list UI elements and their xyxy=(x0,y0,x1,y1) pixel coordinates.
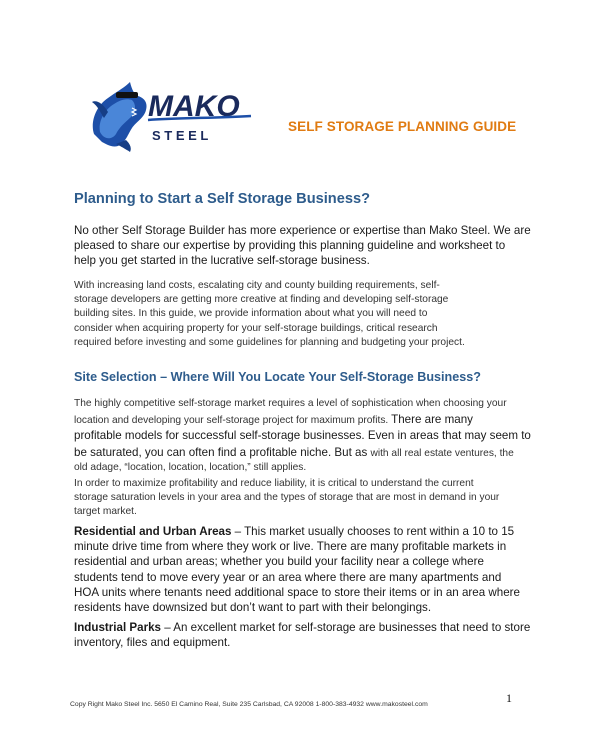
mako-steel-logo xyxy=(86,72,256,152)
guide-title: SELF STORAGE PLANNING GUIDE xyxy=(288,119,517,134)
text-line xyxy=(74,620,536,635)
shark-icon xyxy=(86,72,256,152)
text-line: students tend to move every year or an area where there are many apartments and xyxy=(74,570,502,584)
text-line: No other Self Storage Builder has more experience or expertise than Mako Steel. We are xyxy=(74,224,531,237)
text-span: – An excellent market for self-storage are businesses that need to store xyxy=(161,621,531,634)
page-footer: Copy Right Mako Steel Inc. 5650 El Camino Real, Suite 235 Carlsbad, CA 92008 1-800-383-4932 www.makosteel.com xyxy=(70,701,428,708)
text-line: target market. xyxy=(74,506,137,518)
text-span: location and developing your self-storage project for maximum profits. xyxy=(74,415,392,427)
text-line: storage saturation levels in your area and the types of storage that are most in demand in your xyxy=(74,492,500,504)
intro-paragraph-2 xyxy=(74,279,536,350)
residential-title: Residential and Urban Areas xyxy=(74,525,232,538)
text-line: storage developers are getting more creative at finding and developing self-storage xyxy=(74,294,449,306)
industrial-paragraph xyxy=(74,620,536,650)
logo-wordmark: MAKO xyxy=(148,90,240,123)
text-line xyxy=(74,411,536,428)
text-line: required before investing and some guidelines for planning and budgeting your project. xyxy=(74,336,465,348)
text-line: pleased to share our expertise by providing this planning guideline and worksheet to xyxy=(74,239,506,253)
residential-paragraph xyxy=(74,524,536,615)
text-line: help you get started in the lucrative self-storage business. xyxy=(74,254,370,268)
text-line: The highly competitive self-storage market requires a level of sophistication when choosing your xyxy=(74,398,507,409)
text-line: residents have downsized but don’t want to part with their belongings. xyxy=(74,601,432,615)
text-line: inventory, files and equipment. xyxy=(74,636,231,650)
industrial-title: Industrial Parks xyxy=(74,621,161,634)
text-line xyxy=(74,444,536,461)
text-line: minute drive time from where they work or live. There are many profitable markets in xyxy=(74,540,507,554)
text-span: There are many xyxy=(391,413,473,427)
text-line: profitable models for successful self-storage businesses. Even in areas that may seem to xyxy=(74,429,531,443)
text-line xyxy=(74,524,536,539)
logo-subtext: S T E E L xyxy=(152,128,209,143)
intro-paragraph-1 xyxy=(74,223,536,269)
site-selection-paragraph-2 xyxy=(74,477,536,520)
site-selection-paragraph-1 xyxy=(74,397,536,475)
site-selection-heading: Site Selection – Where Will You Locate Your Self-Storage Business? xyxy=(74,370,481,384)
text-line: building sites. In this guide, we provide information about what you will need to xyxy=(74,308,428,320)
page-number: 1 xyxy=(506,691,512,705)
intro-heading: Planning to Start a Self Storage Business? xyxy=(74,191,370,207)
text-span: with all real estate ventures, the xyxy=(370,447,514,459)
text-span: – This market usually chooses to rent within a 10 to 15 xyxy=(231,525,515,538)
text-line: residential and urban areas; whether you build your facility near a college where xyxy=(74,555,484,569)
text-line: With increasing land costs, escalating city and county building requirements, self- xyxy=(74,280,440,291)
text-line: old adage, “location, location, location,” still applies. xyxy=(74,461,307,473)
text-line: HOA units where tenants need additional space to store their items or in an area where xyxy=(74,585,520,599)
text-span: be saturated, you can often find a profitable niche. But as xyxy=(74,445,371,459)
text-line: consider when acquiring property for your self-storage buildings, critical research xyxy=(74,322,438,334)
text-line: In order to maximize profitability and reduce liability, it is critical to understand the current xyxy=(74,478,474,489)
